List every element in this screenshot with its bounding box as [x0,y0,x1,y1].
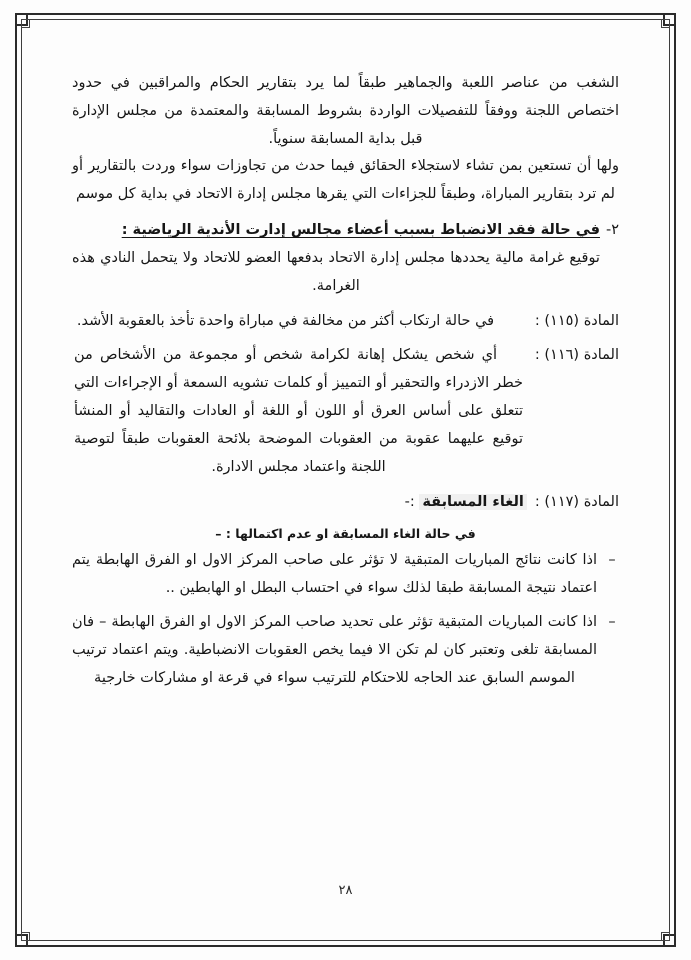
bullet-dash-icon: – [608,552,616,569]
bullet-text: اذا كانت المباريات المتبقية تؤثر على تحديد صاحب المركز الاول او الفرق الهابطة – فان المسابقة تلغى وتعتبر كان لم تكن الا فيما يخص العقوبات الانضباطية. ويتم اعتماد ترتيب الموسم السابق عند الحاجه للاحتكام للترتيب سواء في قرعة او مشاركات خارجية [72,614,597,686]
list-item [72,547,619,603]
article-116-text: أي شخص يشكل إهانة لكرامة شخص أو مجموعة من الأشخاص من خطر الازدراء والتحقير أو التمييز أو كلمات تشويه السمعة أو الإجراءات التي تتعلق على أساس العرق أو اللون أو اللغة أو العادات والتقاليد أو المنشأ توقيع عليهما عقوبة من العقوبات الموضحة بلائحة العقوبات طبقاً لتوصية اللجنة واعتماد مجلس الادارة. [74,347,523,475]
article-117-title: الغاء المسابقة [419,494,527,510]
document-content [72,70,619,699]
opening-paragraph-2: ولها أن تستعين بمن تشاء لاستجلاء الحقائق فيما حدث من تجاوزات سواء وردت بالتقارير أو لم ترد بتقارير المباراة، وطبقاً للجزاءات التي يقرها مجلس إدارة الاتحاد في بداية كل موسم [72,158,619,203]
clause-2-title: في حالة فقد الانضباط بسبب أعضاء مجالس إدارت الأندية الرياضية : [121,222,600,239]
clause-2-body [72,217,600,300]
article-115-label: المادة (١١٥) : [534,312,619,329]
article-115-text: في حالة ارتكاب أكثر من مخالفة في مباراة واحدة تأخذ بالعقوبة الأشد. [76,312,495,329]
corner-ornament-inner-top-right [661,19,670,28]
corner-ornament-inner-bottom-left [21,932,30,941]
article-117-bullet-list [72,547,619,692]
article-117-subheading: في حالة الغاء المسابقة او عدم اكتمالها : – [215,526,476,542]
page-number: ٢٨ [338,883,353,898]
article-117-heading-group [403,489,535,517]
bullet-dash-icon: – [608,614,616,631]
article-117-label: المادة (١١٧) : [534,493,619,510]
article-116-label: المادة (١١٦) : [534,347,619,364]
clause-2-text: توقيع غرامة مالية يحددها مجلس إدارة الاتحاد بدفعها العضو للاتحاد ولا يتحمل النادي هذه الغرامة. [72,249,600,294]
opening-paragraph-1: الشغب من عناصر اللعبة والجماهير طبقاً لما يرد بتقارير الحكام والمراقبين في حدود اختصاص اللجنة ووفقاً للتفصيلات الواردة بشروط المسابقة والمعتمدة من مجلس الإدارة قبل بداية المسابقة سنوياً. [72,75,619,147]
corner-ornament-inner-bottom-right [661,932,670,941]
list-item [72,609,619,692]
article-115 [72,308,619,336]
article-117-dash: :- [404,493,415,510]
article-117 [72,489,619,517]
clause-2-number: ٢- [605,222,619,239]
article-116 [72,342,619,481]
bullet-text: اذا كانت نتائج المباريات المتبقية لا تؤثر على صاحب المركز الاول او الفرق الهابطة يتم اعتماد نتيجة المسابقة طبقا لذلك سواء في احتساب البطل او الهابطين .. [72,552,597,597]
clause-2 [72,217,619,300]
corner-ornament-inner-top-left [21,19,30,28]
